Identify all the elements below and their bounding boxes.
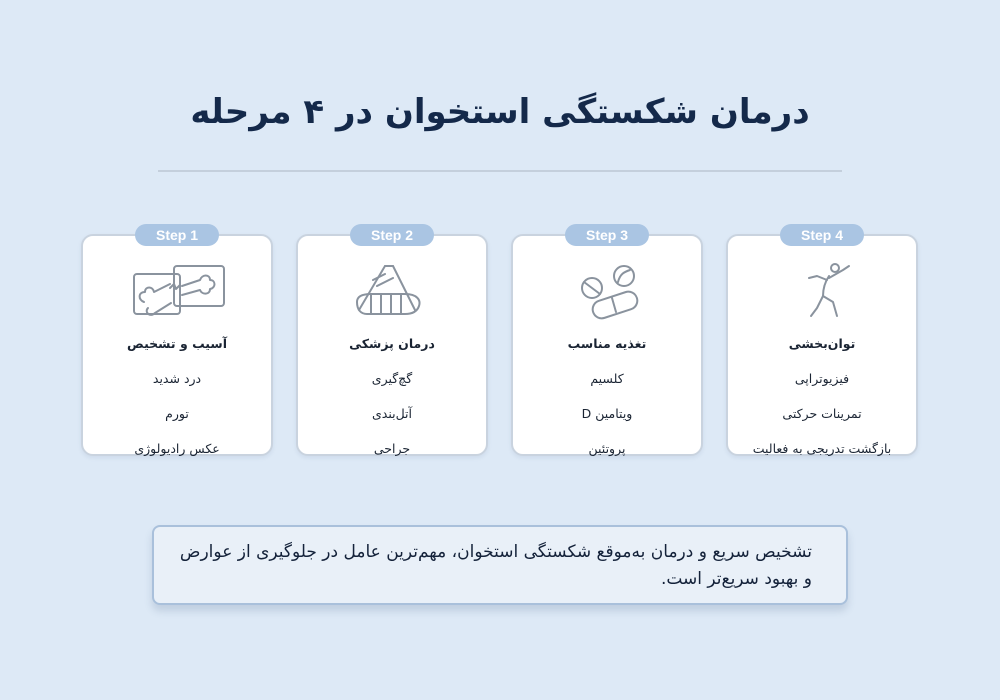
step-heading-4: توان‌بخشی [788, 336, 856, 351]
step-1-item: تورم [165, 406, 189, 421]
person-exercise-icon [767, 262, 877, 322]
title-divider [158, 170, 842, 172]
step-heading-3: تغذیه مناسب [567, 336, 647, 351]
step-3-item: پروتئین [588, 441, 626, 456]
step-2-item: جراحی [373, 441, 411, 456]
broken-bone-xray-icon [122, 262, 232, 322]
step-4-item: تمرینات حرکتی [782, 406, 862, 421]
step-card-1 [81, 227, 273, 456]
summary-note-text: تشخیص سریع و درمان به‌موقع شکستگی استخوان، مهم‌ترین عامل در جلوگیری از عوارض و بهبود سریع‌تر است. [179, 542, 812, 589]
step-heading-2: درمان پزشکی [349, 336, 435, 351]
step-2-item: آتل‌بندی [371, 406, 412, 421]
page-title: درمان شکستگی استخوان در ۴ مرحله [190, 92, 810, 132]
step-card-2 [296, 227, 488, 456]
step-4-item: فیزیوتراپی [794, 371, 850, 386]
step-badge-3: Step 3 [565, 224, 649, 246]
step-card-3 [511, 227, 703, 456]
step-badge-2: Step 2 [350, 224, 434, 246]
step-card-4 [726, 227, 918, 456]
step-3-item: ویتامین D [581, 406, 633, 421]
step-heading-1: آسیب و تشخیص [127, 336, 227, 351]
step-2-item: گچ‌گیری [371, 371, 413, 386]
step-1-item: درد شدید [152, 371, 202, 386]
summary-note-box [152, 525, 848, 605]
step-4-item: بازگشت تدریجی به فعالیت [752, 441, 892, 456]
step-badge-4: Step 4 [780, 224, 864, 246]
step-3-item: کلسیم [590, 371, 624, 386]
step-badge-1: Step 1 [135, 224, 219, 246]
nutrition-capsule-leaf-icon [552, 262, 662, 322]
arm-sling-cast-icon [337, 262, 447, 322]
step-1-item: عکس رادیولوژی [134, 441, 220, 456]
